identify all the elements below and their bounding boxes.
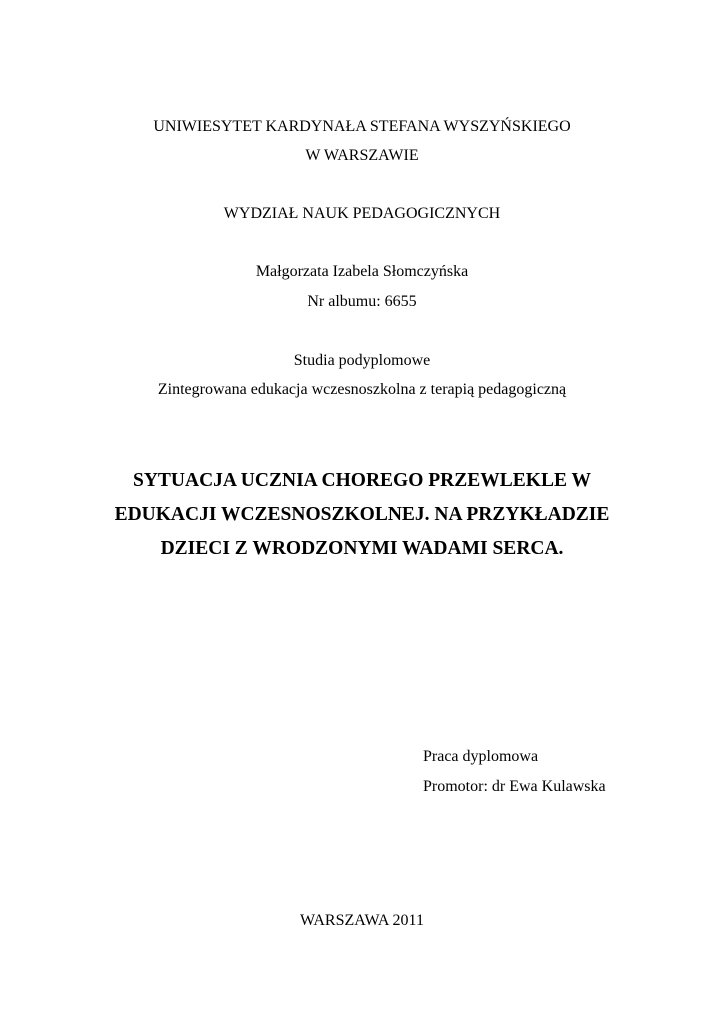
place-and-year: WARSZAWA 2011	[300, 912, 424, 929]
album-number: Nr albumu: 6655	[307, 293, 417, 310]
thesis-kind: Praca dyplomowa	[423, 748, 539, 765]
thesis-title-line-1: SYTUACJA UCZNIA CHOREGO PRZEWLEKLE W	[133, 470, 591, 491]
university-city: W WARSZAWIE	[305, 147, 419, 164]
faculty-name: WYDZIAŁ NAUK PEDAGOGICZNYCH	[223, 205, 501, 222]
university-name: UNIWIESYTET KARDYNAŁA STEFANA WYSZYŃSKIEGO	[153, 118, 571, 135]
thesis-title-line-3: DZIECI Z WRODZONYMI WADAMI SERCA.	[160, 538, 564, 559]
thesis-title-line-2: EDUKACJI WCZESNOSZKOLNEJ. NA PRZYKŁADZIE	[114, 504, 610, 525]
studies-type: Studia podyplomowe	[293, 352, 431, 369]
author-name: Małgorzata Izabela Słomczyńska	[255, 263, 469, 280]
thesis-promoter: Promotor: dr Ewa Kulawska	[423, 778, 606, 795]
studies-program: Zintegrowana edukacja wczesnoszkolna z terapią pedagogiczną	[157, 381, 567, 398]
